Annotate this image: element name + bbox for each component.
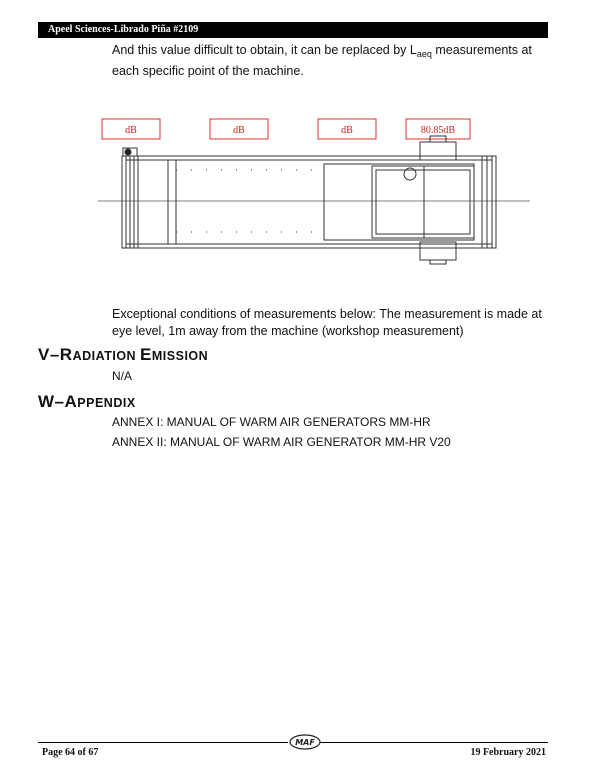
header-title: Apeel Sciences-Librado Piña #2109	[48, 24, 199, 35]
intro-subscript: aeq	[416, 49, 432, 59]
intro-text-b: measurements at each specific point of the machine.	[112, 43, 532, 78]
maf-logo	[288, 733, 322, 751]
page-header	[38, 22, 548, 38]
intro-paragraph	[112, 42, 552, 80]
section-v-body: N/A	[112, 369, 133, 383]
svg-text:dB: dB	[125, 125, 137, 136]
intro-text-a: And this value difficult to obtain, it can be replaced by L	[112, 43, 417, 57]
footer-rule-right	[320, 742, 548, 743]
machine-outline	[98, 136, 530, 264]
section-w-heading: W–APPENDIX	[38, 392, 136, 411]
footer-date: 19 February 2021	[470, 747, 546, 758]
annex-2: ANNEX II: MANUAL OF WARM AIR GENERATOR MM-HR V20	[112, 435, 451, 449]
db-label-2	[210, 119, 268, 139]
section-v-heading: V–RADIATION EMISSION	[38, 345, 209, 364]
machine-diagram	[96, 112, 532, 272]
db-label-3	[318, 119, 376, 139]
footer-rule-left	[38, 742, 288, 743]
conditions-paragraph: Exceptional conditions of measurements below: The measurement is made at eye level, 1m away from the machine (workshop measurement)	[112, 307, 542, 338]
db-label-1	[102, 119, 160, 139]
svg-text:80.85dB: 80.85dB	[420, 125, 456, 136]
page-number: Page 64 of 67	[42, 747, 99, 758]
svg-text:dB: dB	[341, 125, 353, 136]
annex-1: ANNEX I: MANUAL OF WARM AIR GENERATORS MM-HR	[112, 415, 431, 429]
svg-text:dB: dB	[233, 125, 245, 136]
svg-text:MAF: MAF	[295, 738, 315, 747]
